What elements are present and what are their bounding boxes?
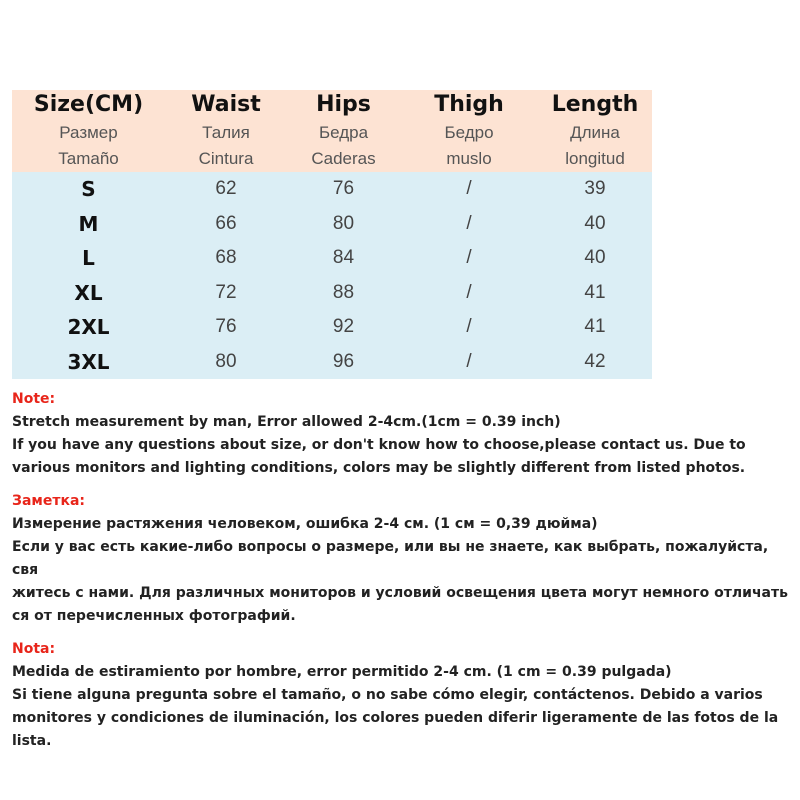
thigh-cell: / bbox=[466, 247, 472, 269]
note-title-english: Note: bbox=[12, 391, 56, 407]
note-title-spanish: Nota: bbox=[12, 641, 56, 657]
hips-cell: 88 bbox=[332, 281, 355, 303]
table-row bbox=[12, 310, 652, 345]
table-header bbox=[12, 90, 652, 172]
note-line: If you have any questions about size, or don't know how to choose,please contact us. Due to bbox=[12, 437, 746, 453]
header-size-en: Size(CM) bbox=[33, 92, 144, 117]
note-line: monitores y condiciones de iluminación, los colores pueden diferir ligeramente de las fotos de la bbox=[12, 710, 779, 726]
notes-section bbox=[12, 388, 792, 763]
header-length-ru: Длина bbox=[570, 123, 620, 142]
header-length-es: longitud bbox=[565, 149, 625, 168]
thigh-cell: / bbox=[466, 316, 472, 338]
size-cell: XL bbox=[74, 280, 103, 305]
size-cell: L bbox=[82, 246, 95, 271]
length-cell: 41 bbox=[584, 316, 606, 338]
table-body bbox=[12, 172, 652, 379]
size-cell: M bbox=[78, 211, 99, 236]
header-row-spanish bbox=[12, 146, 652, 172]
note-line: various monitors and lighting conditions, colors may be slightly different from listed photos. bbox=[12, 460, 746, 476]
table-row bbox=[12, 172, 652, 207]
waist-cell: 68 bbox=[215, 247, 237, 269]
header-hips-en: Hips bbox=[316, 92, 371, 117]
note-english bbox=[12, 388, 792, 480]
note-title-russian: Заметка: bbox=[12, 493, 85, 509]
table-row bbox=[12, 207, 652, 242]
header-waist-es: Cintura bbox=[198, 149, 254, 168]
waist-cell: 66 bbox=[215, 212, 237, 234]
note-line: Измерение растяжения человеком, ошибка 2-4 см. (1 см = 0,39 дюйма) bbox=[12, 516, 598, 532]
waist-cell: 72 bbox=[215, 281, 237, 303]
note-line: житесь с нами. Для различных мониторов и условий освещения цвета могут немного отличать bbox=[12, 585, 788, 601]
header-hips-ru: Бедра bbox=[318, 123, 369, 142]
size-chart-table bbox=[12, 90, 652, 379]
waist-cell: 80 bbox=[215, 350, 237, 372]
table-row bbox=[12, 241, 652, 276]
table-row bbox=[12, 276, 652, 311]
thigh-cell: / bbox=[466, 350, 472, 372]
header-row-russian bbox=[12, 120, 652, 146]
hips-cell: 84 bbox=[332, 247, 355, 269]
header-waist-en: Waist bbox=[191, 92, 261, 117]
header-row-english bbox=[12, 90, 652, 120]
header-size-ru: Размер bbox=[59, 123, 118, 142]
length-cell: 42 bbox=[584, 350, 606, 372]
thigh-cell: / bbox=[466, 178, 472, 200]
thigh-cell: / bbox=[466, 212, 472, 234]
note-line: ся от перечисленных фотографий. bbox=[12, 608, 296, 624]
note-line: Medida de estiramiento por hombre, error permitido 2-4 cm. (1 cm = 0.39 pulgada) bbox=[12, 664, 672, 680]
header-waist-ru: Талия bbox=[202, 123, 250, 142]
header-hips-es: Caderas bbox=[311, 149, 376, 168]
waist-cell: 62 bbox=[215, 178, 237, 200]
note-line: Stretch measurement by man, Error allowed 2-4cm.(1cm = 0.39 inch) bbox=[12, 414, 561, 430]
header-thigh-ru: Бедро bbox=[444, 123, 494, 142]
note-line: Если у вас есть какие-либо вопросы о размере, или вы не знаете, как выбрать, пожалуйста, свя bbox=[12, 539, 769, 578]
thigh-cell: / bbox=[466, 281, 472, 303]
note-line: Si tiene alguna pregunta sobre el tamaño, o no sabe cómo elegir, contáctenos. Debido a varios bbox=[12, 687, 763, 703]
header-length-en: Length bbox=[551, 92, 639, 117]
hips-cell: 80 bbox=[332, 212, 355, 234]
note-russian bbox=[12, 490, 792, 628]
header-thigh-en: Thigh bbox=[434, 92, 504, 117]
hips-cell: 76 bbox=[332, 178, 355, 200]
hips-cell: 92 bbox=[332, 316, 355, 338]
header-thigh-es: muslo bbox=[446, 149, 492, 168]
length-cell: 39 bbox=[584, 178, 606, 200]
size-cell: 2XL bbox=[67, 315, 110, 340]
table-row bbox=[12, 345, 652, 380]
note-line: lista. bbox=[12, 733, 52, 749]
waist-cell: 76 bbox=[215, 316, 237, 338]
header-size-es: Tamaño bbox=[58, 149, 119, 168]
length-cell: 40 bbox=[584, 247, 606, 269]
size-cell: S bbox=[81, 177, 96, 202]
note-spanish bbox=[12, 638, 792, 753]
length-cell: 40 bbox=[584, 212, 606, 234]
length-cell: 41 bbox=[584, 281, 606, 303]
hips-cell: 96 bbox=[332, 350, 355, 372]
size-cell: 3XL bbox=[67, 349, 110, 374]
